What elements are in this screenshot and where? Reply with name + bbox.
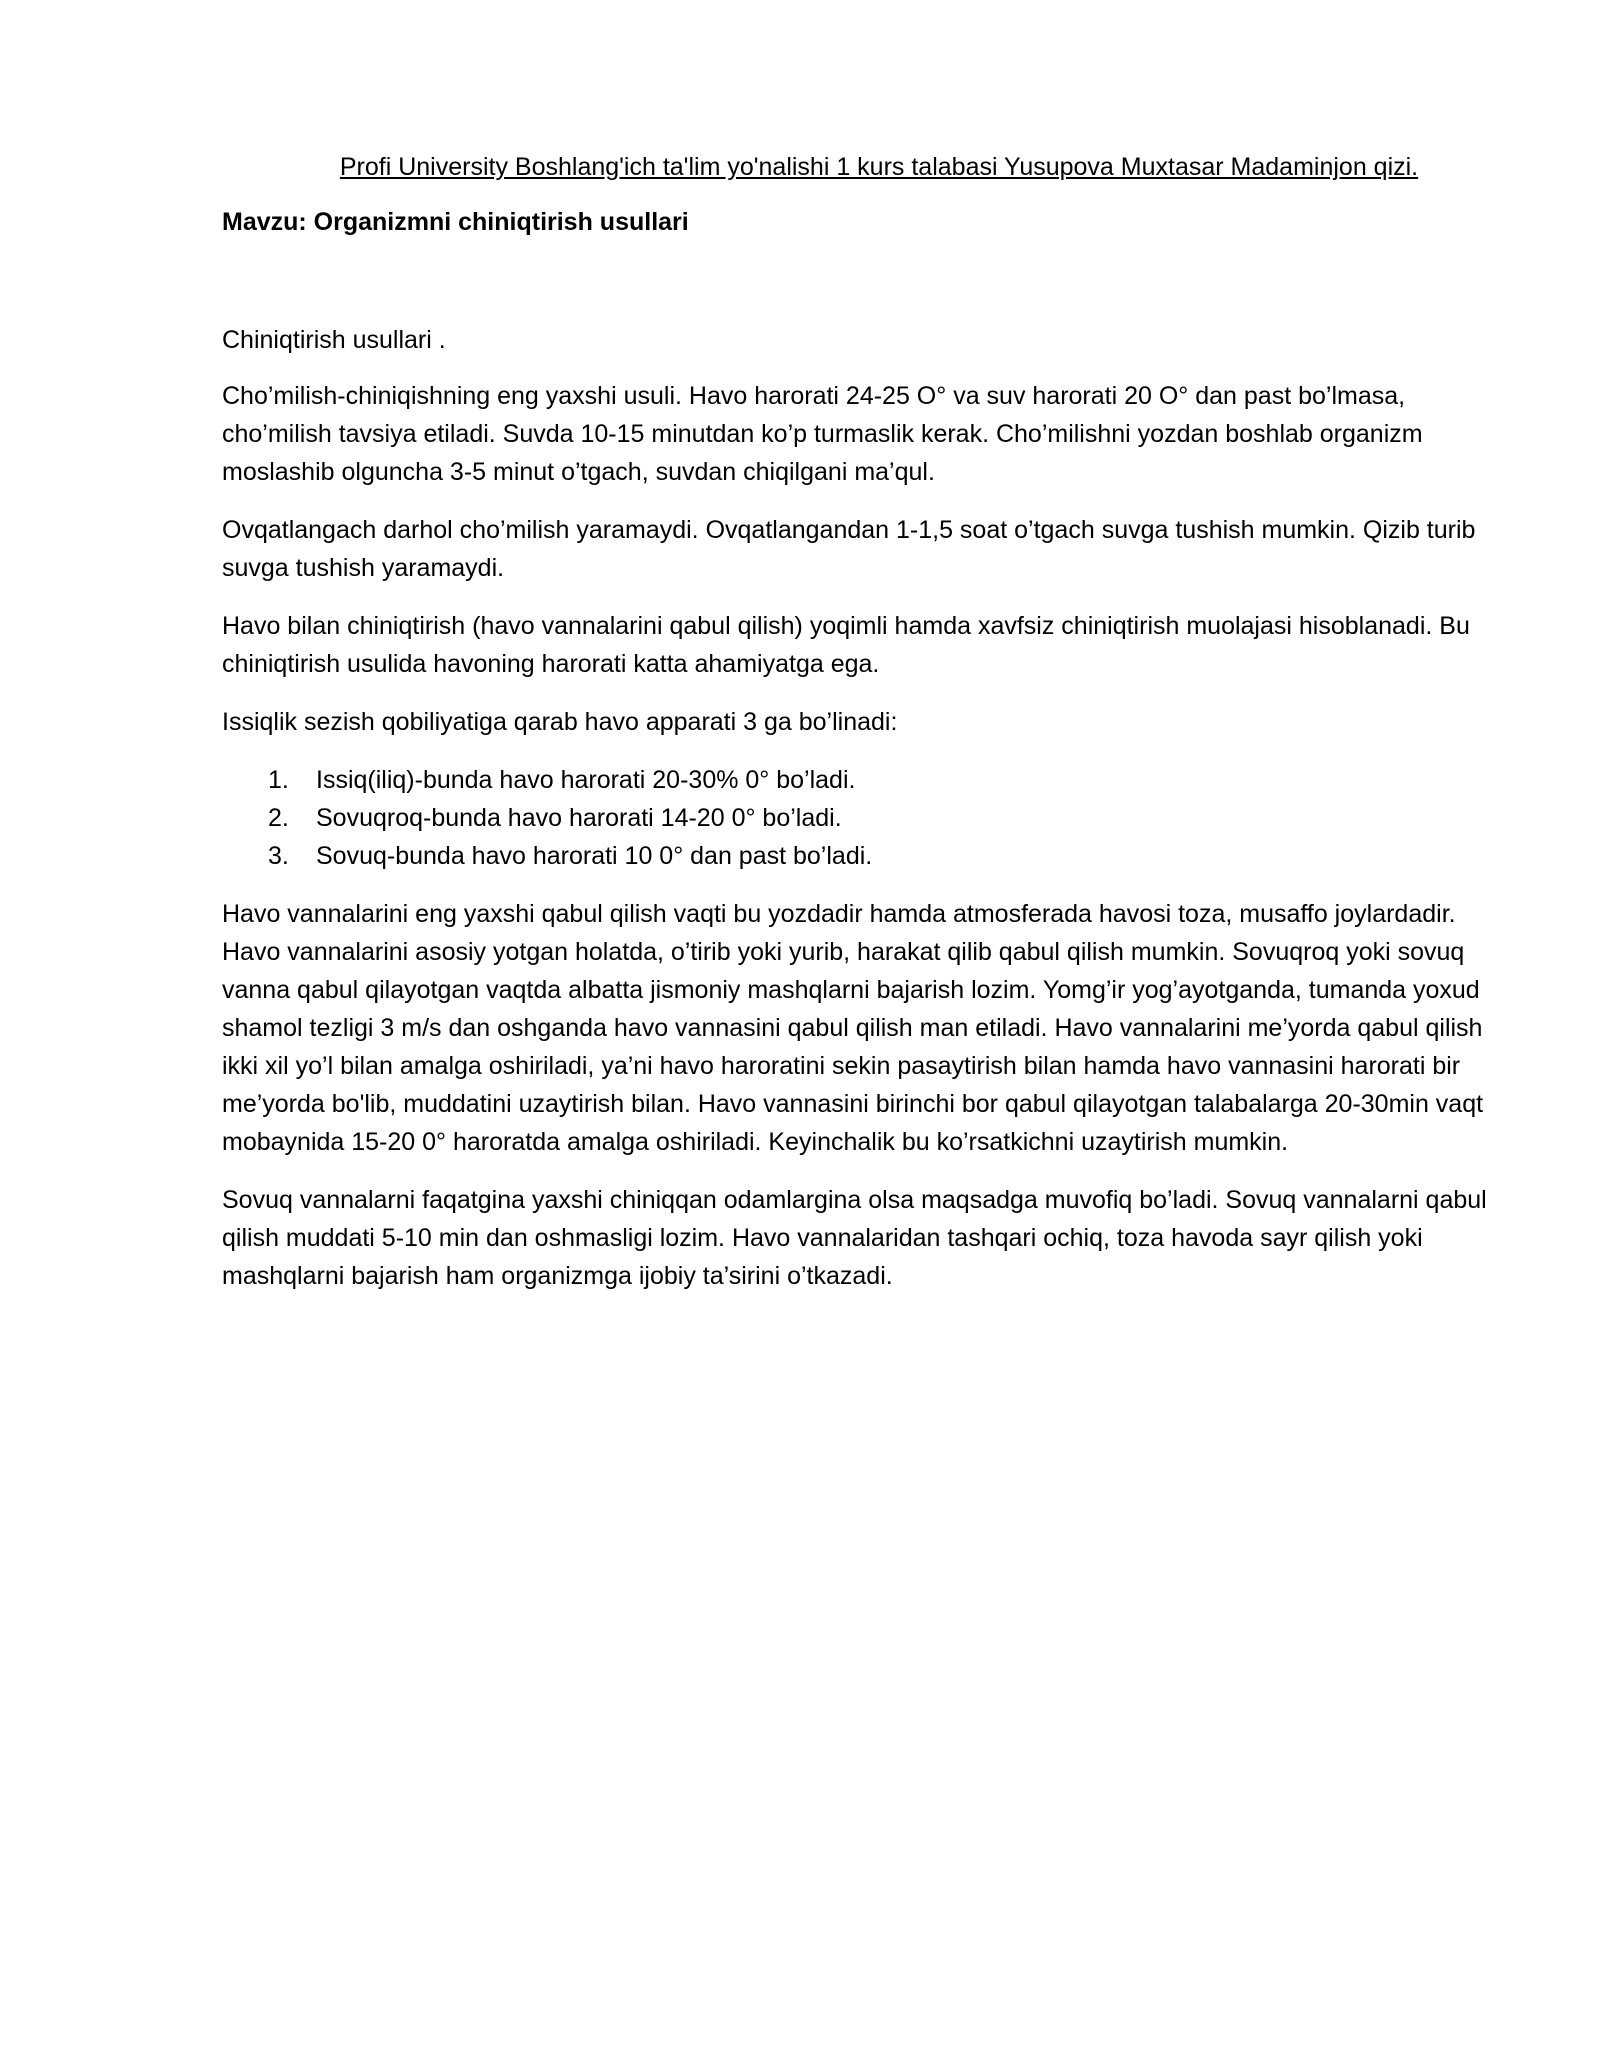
list-item-text: Sovuq-bunda havo harorati 10 0° dan past bo’ladi. xyxy=(316,842,873,870)
paragraph-air-hardening: Havo bilan chiniqtirish (havo vannalarini qabul qilish) yoqimli hamda xavfsiz chiniqtirish muolajasi hisoblanadi. Bu chiniqtirish usulida havoning harorati katta ahamiyatga ega. xyxy=(222,612,1470,678)
list-item-text: Sovuqroq-bunda havo harorati 14-20 0° bo’ladi. xyxy=(316,804,842,832)
paragraph-air-baths: Havo vannalarini eng yaxshi qabul qilish vaqti bu yozdadir hamda atmosferada havosi toza, musaffo joylardadir. Havo vannalarini asosiy yotgan holatda, o’tirib yoki yurib, harakat qilib qabul qilish mumkin. Sovuqroq yoki sovuq vanna qabul qilayotgan vaqtda albatta jismoniy mashqlarni bajarish lozim. Yomg’ir yog’ayotganda, tumanda yoxud shamol tezligi 3 m/s dan oshganda havo vannasini qabul qilish man etiladi. Havo vannalarini me’yorda qabul qilish ikki xil yo’l bilan amalga oshiriladi, ya’ni havo haroratini sekin pasaytirish bilan hamda havo vannasini harorati bir me’yorda bo'lib, muddatini uzaytirish bilan. Havo vannasini birinchi bor qabul qilayotgan talabalarga 20-30min vaqt mobaynida 15-20 0° haroratda amalga oshiriladi. Keyinchalik bu ko’rsatkichni uzaytirish mumkin. xyxy=(222,900,1484,1156)
section-title: Chiniqtirish usullari . xyxy=(222,326,446,354)
numbered-list xyxy=(222,761,1490,875)
list-item-text: Issiq(iliq)-bunda havo harorati 20-30% 0° bo’ladi. xyxy=(316,766,856,794)
document-body xyxy=(222,148,1490,1315)
list-item xyxy=(222,837,1490,875)
list-item-number: 1. xyxy=(268,766,289,794)
paragraph-list-intro: Issiqlik sezish qobiliyatiga qarab havo apparati 3 ga bo’linadi: xyxy=(222,708,898,736)
document-header: Profi University Boshlang'ich ta'lim yo'nalishi 1 kurs talabasi Yusupova Muxtasar Madaminjon qizi. xyxy=(339,153,1419,181)
paragraph-cold-baths: Sovuq vannalarni faqatgina yaxshi chiniqqan odamlargina olsa maqsadga muvofiq bo’ladi. Sovuq vannalarni qabul qilish muddati 5-10 min dan oshmasligi lozim. Havo vannalaridan tashqari ochiq, toza havoda sayr qilish yoki mashqlarni bajarish ham organizmga ijobiy ta’sirini o’tkazadi. xyxy=(222,1186,1487,1290)
paragraph-after-meal: Ovqatlangach darhol cho’milish yaramaydi. Ovqatlangandan 1-1,5 soat o’tgach suvga tushish mumkin. Qizib turib suvga tushish yaramaydi. xyxy=(222,516,1476,582)
list-item xyxy=(222,799,1490,837)
list-item-number: 3. xyxy=(268,842,289,870)
document-topic: Mavzu: Organizmni chiniqtirish usullari xyxy=(222,208,689,236)
list-item xyxy=(222,761,1490,799)
paragraph-bathing: Cho’milish-chiniqishning eng yaxshi usuli. Havo harorati 24-25 O° va suv harorati 20 O° dan past bo’lmasa, cho’milish tavsiya etiladi. Suvda 10-15 minutdan ko’p turmaslik kerak. Cho’milishni yozdan boshlab organizm moslashib olguncha 3-5 minut o’tgach, suvdan chiqilgani ma’qul. xyxy=(222,382,1423,486)
list-item-number: 2. xyxy=(268,804,289,832)
